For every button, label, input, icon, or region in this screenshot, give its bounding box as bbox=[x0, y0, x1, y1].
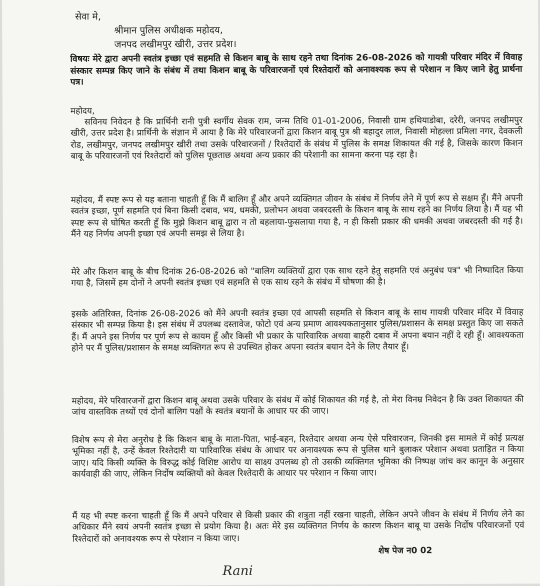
addressee-line-1: श्रीमान पुलिस अधीक्षक महोदय, bbox=[114, 25, 223, 37]
signature: Rani bbox=[222, 563, 253, 580]
paragraph-1: सविनय निवेदन है कि प्रार्थिनी रानी पुत्री स्वर्गीय सेवक राम, जन्म तिथि 01-01-2006, निवासी ग्राम हथियाडोबा, दरेरी, जनपद लखीमपुर खीरी, उत्तर प्रदेश है। प्रार्थिनी के संज्ञान में आया है कि मेरे परिवारजनों द्वारा किशन बाबू पुत्र श्री बहादुर लाल, निवासी मोहल्ला प्रमिला नगर, देवकली रोड, लखीमपुर, जनपद लखीमपुर खीरी तथा उसके परिवारजनों / रिश्तेदारों के संबंध में पुलिस के समक्ष शिकायत की गई है, जिसके कारण किशन बाबू के परिवारजनों एवं रिश्तेदारों को पुलिस पूछताछ अथवा अन्य प्रकार की परेशानी का सामना करना पड़ रहा है। bbox=[70, 115, 523, 162]
paragraph-3: मेरे और किशन बाबू के बीच दिनांक 26-08-2026 को "बालिग व्यक्तियों द्वारा एक साथ रहने हेतु सहमति एवं अनुबंध पत्र" भी निष्पादित किया गया है, जिसमें हम दोनों ने अपनी स्वतंत्र इच्छा एवं सहमति से एक साथ रहने के संबंध में घोषणा की है। bbox=[71, 265, 524, 290]
paragraph-4: इसके अतिरिक्त, दिनांक 26-08-2026 को मैंने अपनी स्वतंत्र इच्छा एवं आपसी सहमति से किशन बाबू के साथ गायत्री परिवार मंदिर में विवाह संस्कार भी सम्पन्न किया है। इस संबंध में उपलब्ध दस्तावेज, फोटो एवं अन्य प्रमाण आवश्यकतानुसार पुलिस/प्रशासन के समक्ष प्रस्तुत किए जा सकते हैं। मैं अपने इस निर्णय पर पूर्ण रूप से कायम हूँ और किसी भी प्रकार के पारिवारिक अथवा बाहरी दबाव में अपना बयान नहीं दे रही हूँ। आवश्यकता होने पर मैं पुलिस/प्रशासन के समक्ष व्यक्तिगत रूप से उपस्थित होकर अपना स्वतंत्र बयान देने के लिए तैयार हूँ। bbox=[71, 307, 524, 354]
continuation-note: शेष पेज न0 02 bbox=[378, 546, 433, 557]
addressee-line-2: जनपद लखीमपुर खीरी, उत्तर प्रदेश। bbox=[114, 38, 237, 51]
salutation-to: सेवा मे, bbox=[75, 11, 101, 23]
document-page bbox=[2, 0, 540, 586]
subject-line: विषयः मेरे द्वारा अपनी स्वतंत्र इच्छा एवं सहमति से किशन बाबू के साथ रहने तथा दिनांक 26-08-2026 को गायत्री परिवार मंदिर में विवाह संस्कार सम्पन्न किए जाने के संबंध में तथा किशन बाबू के परिवारजनों एवं रिश्तेदारों को अनावश्यक रूप से परेशान न किए जाने हेतु प्रार्थना पत्र। bbox=[70, 52, 523, 88]
paragraph-7: मैं यह भी स्पष्ट करना चाहती हूँ कि मैं अपने परिवार से किसी प्रकार की शत्रुता नहीं रखना चाहती, लेकिन अपने जीवन के संबंध में निर्णय लेने का अधिकार मैंने स्वयं अपनी स्वतंत्र इच्छा से प्रयोग किया है। अतः मेरे इस व्यक्तिगत निर्णय के कारण किशन बाबू या उसके निर्दोष परिवारजनों एवं रिश्तेदारों को अनावश्यक रूप से परेशान न किया जाए। bbox=[72, 509, 525, 545]
paragraph-5: महोदय, मेरे परिवारजनों द्वारा किशन बाबू अथवा उसके परिवार के संबंध में कोई शिकायत की गई है, तो मेरा विनम्र निवेदन है कि उक्त शिकायत की जांच वास्तविक तथ्यों एवं दोनों बालिग पक्षों के स्वतंत्र बयानों के आधार पर की जाए। bbox=[71, 394, 524, 419]
paragraph-6: विशेष रूप से मेरा अनुरोध है कि किशन बाबू के माता-पिता, भाई-बहन, रिश्तेदार अथवा अन्य ऐसे परिवारजन, जिनकी इस मामले में कोई प्रत्यक्ष भूमिका नहीं है, उन्हें केवल रिश्तेदारी या पारिवारिक संबंध के आधार पर अनावश्यक रूप से पुलिस थाने बुलाकर परेशान अथवा प्रताड़ित न किया जाए। यदि किसी व्यक्ति के विरुद्ध कोई विशिष्ट आरोप या साक्ष्य उपलब्ध हो तो उसकी व्यक्तिगत भूमिका की निष्पक्ष जांच कर कानून के अनुसार कार्यवाही की जाए, लेकिन निर्दोष व्यक्तियों को केवल रिश्तेदारी के आधार पर परेशान न किया जाए। bbox=[71, 433, 525, 480]
salutation: महोदय, bbox=[70, 106, 95, 117]
paragraph-2: महोदय, मैं स्पष्ट रूप से यह बताना चाहती हूँ कि मैं बालिग हूँ और अपने व्यक्तिगत जीवन के संबंध में निर्णय लेने में पूर्ण रूप से सक्षम हूँ। मैंने अपनी स्वतंत्र इच्छा, पूर्ण सहमति एवं बिना किसी दबाव, भय, धमकी, प्रलोभन अथवा जबरदस्ती के किशन बाबू के साथ रहने का निर्णय लिया है। मैं यह भी स्पष्ट रूप से घोषित करती हूँ कि मुझे किशन बाबू द्वारा न तो बहलाया-फुसलाया गया है, न ही किसी प्रकार की धमकी अथवा जबरदस्ती की गई है। मैंने यह निर्णय अपनी इच्छा एवं अपनी समझ से लिया है। bbox=[70, 193, 523, 240]
